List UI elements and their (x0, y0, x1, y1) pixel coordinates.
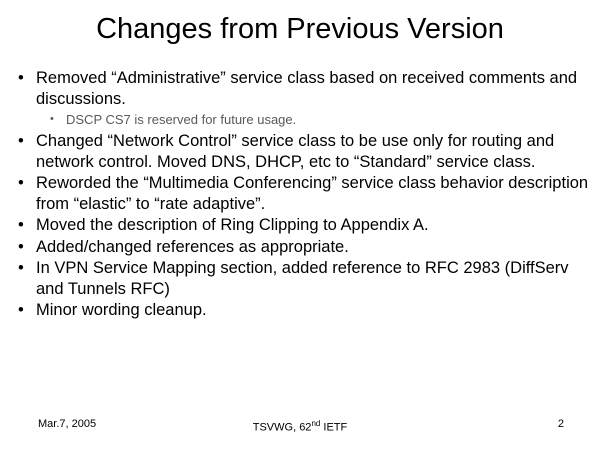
slide-body (8, 68, 594, 322)
list-item (8, 258, 594, 299)
list-item (8, 68, 594, 128)
list-item (8, 237, 594, 258)
list-item (8, 300, 594, 321)
sub-list-item-text: DSCP CS7 is reserved for future usage. (66, 112, 297, 127)
footer-page-number: 2 (557, 418, 564, 430)
slide-footer (0, 416, 600, 432)
bullet-icon: • (18, 174, 24, 192)
list-item (8, 215, 594, 236)
footer-meeting-ordinal: nd (311, 419, 321, 428)
list-item-text: Changed “Network Control” service class to be use only for routing and network control. Moved DNS, DHCP, etc to “Standard” service class. (36, 132, 555, 171)
sub-list-item (36, 111, 594, 128)
list-item-text: Removed “Administrative” service class based on received comments and discussions. (36, 69, 578, 108)
footer-date: Mar.7, 2005 (38, 418, 97, 430)
page-title: Changes from Previous Version (96, 13, 504, 45)
list-item-text: Added/changed references as appropriate. (36, 237, 349, 256)
bullet-icon: • (18, 216, 24, 234)
sub-bullet-icon: • (50, 113, 54, 125)
bullet-icon: • (18, 132, 24, 150)
footer-meeting-main: TSVWG, 62 (252, 421, 312, 434)
bullet-list (8, 68, 594, 321)
footer-meeting-tail: IETF (320, 421, 348, 434)
list-item-text: Minor wording cleanup. (36, 301, 207, 319)
bullet-icon: • (18, 237, 24, 256)
list-item-text: Moved the description of Ring Clipping to Appendix A. (36, 216, 429, 234)
footer-meeting (0, 416, 600, 436)
list-item-text: Reworded the “Multimedia Conferencing” service class behavior description from “elastic” to “rate adaptive”. (36, 174, 589, 213)
bullet-icon: • (18, 301, 24, 319)
list-item-text: In VPN Service Mapping section, added reference to RFC 2983 (DiffServ and Tunnels RFC) (36, 259, 569, 298)
list-item (8, 131, 594, 172)
bullet-icon: • (18, 259, 24, 277)
bullet-icon: • (18, 69, 24, 87)
sub-bullet-list (36, 111, 594, 128)
list-item (8, 173, 594, 214)
